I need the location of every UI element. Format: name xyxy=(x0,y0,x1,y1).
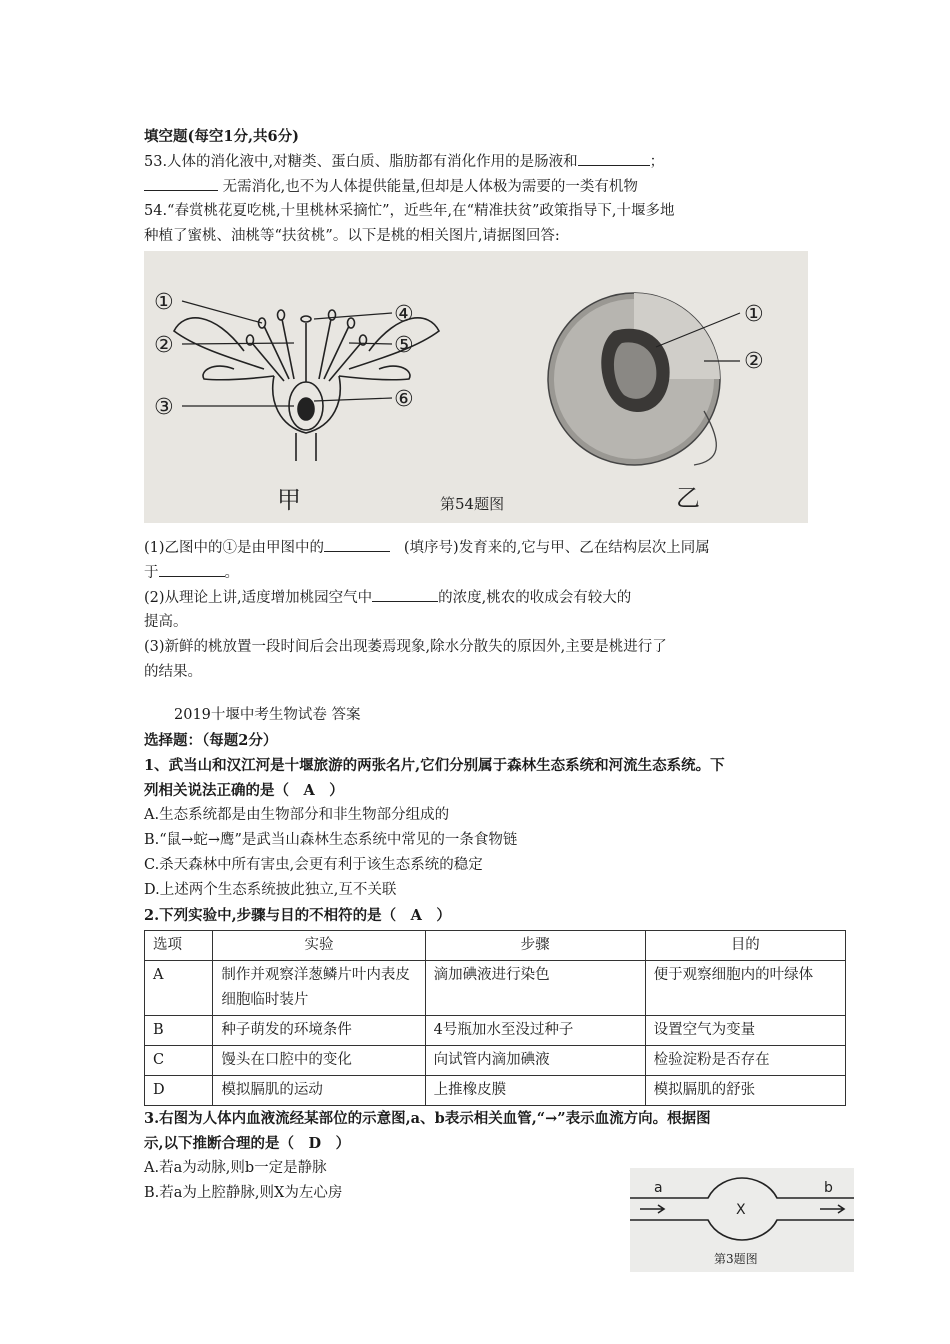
peach-label-1: ① xyxy=(744,302,764,327)
table-cell: 馒头在口腔中的变化 xyxy=(213,1046,425,1076)
q54-sub2-line2: 提高。 xyxy=(144,614,188,630)
vessel-b-label: b xyxy=(824,1180,833,1196)
peach-figure xyxy=(144,251,808,523)
table-cell: C xyxy=(145,1046,213,1076)
blood-flow-figure xyxy=(630,1168,854,1272)
table-header: 步骤 xyxy=(425,931,645,961)
table-header: 目的 xyxy=(645,931,845,961)
q3-stem-line2: 示,以下推断合理的是（ D ） xyxy=(144,1135,351,1152)
q54-sub2-line1: (2)从理论上讲,适度增加桃园空气中 的浓度,桃农的收成会有较大的 xyxy=(144,585,820,610)
table-row xyxy=(145,1076,846,1106)
flower-label-6: ⑥ xyxy=(394,387,414,412)
flower-label-5: ⑤ xyxy=(394,333,414,358)
q1-option-a: A.生态系统都是由生物部分和非生物部分组成的 xyxy=(144,807,450,823)
peach-figure-svg xyxy=(144,251,808,523)
vessel-a-label: a xyxy=(654,1180,663,1196)
q3-stem-line1: 3.右图为人体内血液流经某部位的示意图,a、b表示相关血管,“→”表示血流方向。根据图 xyxy=(144,1110,711,1127)
q1-option-d: D.上述两个生态系统披此独立,互不关联 xyxy=(144,882,397,898)
table-cell: 滴加碘液进行染色 xyxy=(425,961,645,1016)
table-header: 实验 xyxy=(213,931,425,961)
label-yi: 乙 xyxy=(676,484,700,512)
blood-flow-svg xyxy=(630,1168,854,1272)
q54-sub1-line1: (1)乙图中的①是由甲图中的 (填序号)发育来的,它与甲、乙在结构层次上同属 xyxy=(144,535,820,560)
q1-stem-line1: 1、武当山和汉江河是十堰旅游的两张名片,它们分别属于森林生态系统和河流生态系统。下 xyxy=(144,757,725,774)
q53-line2: 无需消化,也不为人体提供能量,但却是人体极为需要的一类有机物 xyxy=(144,174,820,199)
table-cell: 检验淀粉是否存在 xyxy=(645,1046,845,1076)
table-row xyxy=(145,1016,846,1046)
answer-title: 2019十堰中考生物试卷 答案 xyxy=(174,707,361,723)
table-cell: 模拟膈肌的舒张 xyxy=(645,1076,845,1106)
label-jia: 甲 xyxy=(277,486,301,514)
answer-blank[interactable] xyxy=(372,585,438,602)
answer-blank[interactable] xyxy=(324,535,390,552)
q3-option-b: B.若a为上腔静脉,则X为左心房 xyxy=(144,1185,343,1201)
section-heading-choice: 选择题：（每题2分） xyxy=(144,732,278,749)
table-cell: 设置空气为变量 xyxy=(645,1016,845,1046)
section-heading-fill: 填空题(每空1分,共6分) xyxy=(144,128,299,145)
table-cell: B xyxy=(145,1016,213,1046)
table-cell: 制作并观察洋葱鳞片叶内表皮细胞临时装片 xyxy=(213,961,425,1016)
q53-line1: 53.人体的消化液中,对糖类、蛋白质、脂肪都有消化作用的是肠液和 ； xyxy=(144,149,820,174)
table-row xyxy=(145,961,846,1016)
table-cell: 4号瓶加水至没过种子 xyxy=(425,1016,645,1046)
table-header-row xyxy=(145,931,846,961)
flower-label-3: ③ xyxy=(154,395,174,420)
flower-label-2: ② xyxy=(154,333,174,358)
q1-option-c: C.杀天森林中所有害虫,会更有利于该生态系统的稳定 xyxy=(144,857,483,873)
answer-blank[interactable] xyxy=(159,560,225,577)
q2-stem: 2.下列实验中,步骤与目的不相符的是（ A ） xyxy=(144,907,451,924)
q54-sub1-line2: 于 。 xyxy=(144,560,820,585)
q54-sub3-line1: (3)新鲜的桃放置一段时间后会出现萎焉现象,除水分散失的原因外,主要是桃进行了 xyxy=(144,639,667,655)
table-header: 选项 xyxy=(145,931,213,961)
q54-sub3-line2: 的结果。 xyxy=(144,664,202,680)
table-row xyxy=(145,1046,846,1076)
q54-line2: 种植了蜜桃、油桃等“扶贫桃”。以下是桃的相关图片,请据图回答: xyxy=(144,228,560,244)
peach-diagram xyxy=(548,293,740,465)
q1-option-b: B.“鼠→蛇→鹰”是武当山森林生态系统中常见的一条食物链 xyxy=(144,832,518,848)
q1-stem-line2: 列相关说法正确的是（ A ） xyxy=(144,782,344,799)
table-cell: 向试管内滴加碘液 xyxy=(425,1046,645,1076)
table-cell: D xyxy=(145,1076,213,1106)
table-cell: A xyxy=(145,961,213,1016)
q3-option-a: A.若a为动脉,则b一定是静脉 xyxy=(144,1160,327,1176)
peach-label-2: ② xyxy=(744,349,764,374)
q2-table xyxy=(144,930,846,1106)
table-cell: 模拟膈肌的运动 xyxy=(213,1076,425,1106)
figure-caption: 第54题图 xyxy=(440,495,505,513)
q53-text: 53.人体的消化液中,对糖类、蛋白质、脂肪都有消化作用的是肠液和 xyxy=(144,154,578,170)
part-x-label: X xyxy=(736,1202,746,1218)
answer-blank[interactable] xyxy=(144,174,218,191)
figure-caption: 第3题图 xyxy=(714,1252,758,1266)
table-cell: 种子萌发的环境条件 xyxy=(213,1016,425,1046)
table-cell: 上推橡皮膜 xyxy=(425,1076,645,1106)
document-page xyxy=(144,124,820,1206)
flower-label-4: ④ xyxy=(394,302,414,327)
table-cell: 便于观察细胞内的叶绿体 xyxy=(645,961,845,1016)
q54-line1: 54.“春赏桃花夏吃桃,十里桃林采摘忙”，近些年,在“精准扶贫”政策指导下,十堰多地 xyxy=(144,203,675,219)
flower-label-1: ① xyxy=(154,290,174,315)
answer-blank[interactable] xyxy=(578,149,650,166)
